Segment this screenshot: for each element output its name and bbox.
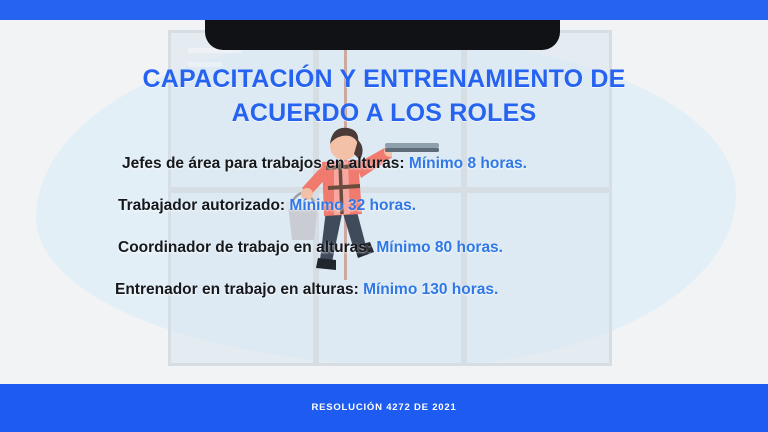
roles-list: [60, 155, 710, 323]
squeegee-icon: [385, 140, 443, 154]
slide-title: [84, 62, 684, 130]
role-hours: Mínimo 32 horas.: [289, 197, 417, 214]
footer-text: RESOLUCIÓN 4272 DE 2021: [311, 402, 457, 413]
footer-bar: [0, 384, 768, 432]
role-hours: Mínimo 8 horas.: [408, 155, 527, 172]
role-label: Jefes de área para trabajos en alturas:: [122, 155, 405, 172]
list-item: [118, 197, 710, 215]
role-label: Entrenador en trabajo en alturas:: [115, 281, 359, 298]
top-accent-bar: [0, 0, 768, 20]
slide-title-line-2: ACUERDO A LOS ROLES: [231, 99, 537, 127]
role-label: Coordinador de trabajo en alturas:: [118, 239, 373, 256]
list-item: [115, 281, 710, 299]
slide-title-line-1: CAPACITACIÓN Y ENTRENAMIENTO DE: [142, 65, 626, 93]
list-item: [122, 155, 710, 173]
role-hours: Mínimo 130 horas.: [363, 281, 499, 298]
list-item: [118, 239, 710, 257]
role-hours: Mínimo 80 horas.: [376, 239, 503, 256]
role-label: Trabajador autorizado:: [118, 197, 286, 214]
